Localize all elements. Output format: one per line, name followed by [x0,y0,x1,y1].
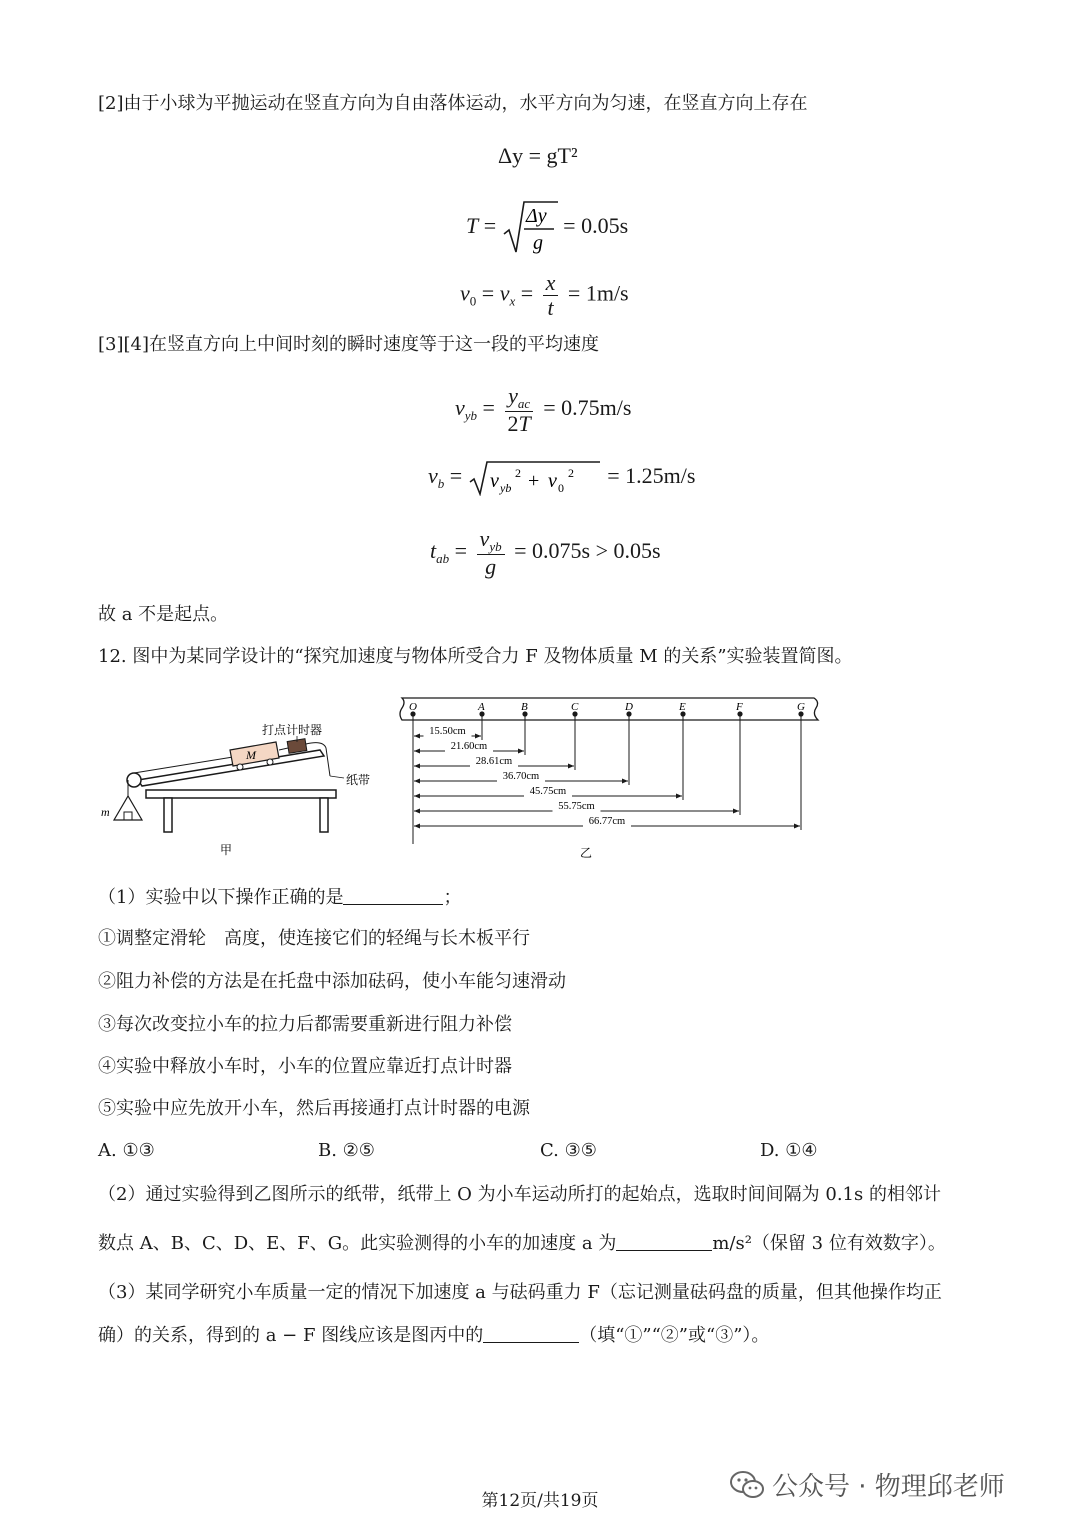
choice-d[interactable]: D. ①④ [760,1140,818,1161]
dimension-label: 66.77cm [588,816,626,827]
figure-jia-apparatus [98,720,398,860]
equation-T-result: = 0.05s [563,213,629,239]
dimension-arrow [733,809,739,814]
choice-c[interactable]: C. ③⑤ [540,1140,597,1161]
cart-label: M [246,748,256,762]
part3-line-2-start: 确）的关系，得到的 a − F 图线应该是图丙中的 [98,1325,484,1346]
dimension-label: 15.50cm [429,726,466,737]
equation-vb-result: = 1.25m/s [607,463,696,489]
part1-option-3: ③每次改变拉小车的拉力后都需要重新进行阻力补偿 [98,1014,512,1035]
part1-answer-blank[interactable] [343,888,443,905]
part1-option-1: ①调整定滑轮 高度，使连接它们的轻绳与长木板平行 [98,928,530,949]
svg-text:2: 2 [514,466,521,480]
sqrt-sign-vb [468,460,602,496]
dimension-arrow [794,824,800,829]
wechat-icon [730,1470,764,1500]
svg-text:0: 0 [557,481,564,495]
svg-text:Δy: Δy [525,205,547,227]
part3-line-2 [98,1326,769,1345]
svg-text:v: v [547,470,557,492]
part1-option-2: ②阻力补偿的方法是在托盘中添加砝码，使小车能匀速滑动 [98,971,566,992]
timer-label: 打点计时器 [262,723,323,737]
mass-label: m [101,805,110,819]
dimension-arrow [568,764,574,769]
equation-vyb: $v_{yb}$ = $\frac{y_{ac}}{2T}$ = 0.75m/s [455,383,632,436]
figure-yi-tape [398,692,823,864]
part2-line-2 [98,1234,946,1253]
equation-delta-y: Δy = gT² [498,143,578,168]
svg-text:g: g [532,232,543,254]
dimension-arrow [676,794,682,799]
equation-tab-result: = 0.075s > 0.05s [514,538,661,564]
part1-prompt-text: （1）实验中以下操作正确的是 [98,887,344,908]
tape-point-label: D [625,701,633,713]
dimension-arrow [622,779,628,784]
tape-point-label: A [478,701,485,713]
dimension-label: 55.75cm [558,801,595,812]
dimension-label: 28.61cm [475,756,513,767]
part2-line-2-end: m/s²（保留 3 位有效数字）。 [712,1233,946,1254]
part2-line-2-start: 数点 A、B、C、D、E、F、G。此实验测得的小车的加速度 a 为 [98,1233,617,1254]
dimension-arrow [414,824,420,829]
tape-point-label: C [571,701,579,713]
dimension-label: 45.75cm [529,786,567,797]
equation-v0-result: = 1m/s [567,280,629,306]
dimension-arrow [414,809,420,814]
dimension-label: 21.60cm [450,741,488,752]
text-line-34: [3][4]在竖直方向上中间时刻的瞬时速度等于这一段的平均速度 [98,334,599,355]
watermark-text: 公众号 · 物理邱老师 [772,1472,1005,1502]
page-number: 第12页/共19页 [481,1491,599,1511]
svg-text:+: + [527,470,539,492]
part1-prompt [98,888,461,907]
dimension-arrow [475,734,481,739]
equation-vyb-result: = 0.75m/s [543,395,632,421]
dimension-label: 36.70cm [502,771,540,782]
equation-T: T = Δy g = 0.05s [466,200,628,256]
equation-vb: $v_b$ = v yb 2 + v 0 2 = 1.25m/s [428,460,695,496]
figure-yi-caption: 乙 [580,846,593,860]
part1-option-5: ⑤实验中应先放开小车，然后再接通打点计时器的电源 [98,1098,530,1119]
dimension-arrow [518,749,524,754]
part1-option-4: ④实验中释放小车时，小车的位置应靠近打点计时器 [98,1056,512,1077]
dimension-arrow [414,734,420,739]
figure-jia-caption: 甲 [220,843,233,857]
dimension-arrow [414,749,420,754]
question-12-stem: 12. 图中为某同学设计的“探究加速度与物体所受合力 F 及物体质量 M 的关系”实验装置简图。 [98,646,853,667]
part2-answer-blank[interactable] [616,1234,712,1251]
tape-label: 纸带 [346,773,371,787]
watermark [730,1466,1005,1503]
sqrt-sign [502,200,558,256]
dimension-arrow [414,779,420,784]
equation-tab: $t_{ab}$ = $\frac{v_{yb}}{g}$ = 0.075s > 0.05s [430,526,661,579]
part3-line-2-end: （填“①”“②”或“③”）。 [579,1325,770,1346]
tape-point-label: G [797,701,805,713]
svg-text:2: 2 [567,466,574,480]
svg-text:v: v [489,470,499,492]
part3-line-1: （3）某同学研究小车质量一定的情况下加速度 a 与砝码重力 F（忘记测量砝码盘的质量，但其他操作均正 [98,1282,942,1303]
choice-b[interactable]: B. ②⑤ [318,1140,375,1161]
svg-text:yb: yb [499,481,512,495]
equation-v0: $v_0 = v_x$ = $\frac{x}{t}$ = 1m/s [460,270,629,320]
text-line-2: [2]由于小球为平抛运动在竖直方向为自由落体运动，水平方向为匀速，在竖直方向上存在 [98,93,808,114]
dimension-arrow [414,794,420,799]
conclusion-text: 故 a 不是起点。 [98,604,229,625]
dimension-arrow [414,764,420,769]
part3-answer-blank[interactable] [483,1326,579,1343]
part2-line-1: （2）通过实验得到乙图所示的纸带，纸带上 O 为小车运动所打的起始点，选取时间间隔为 0.1s 的相邻计 [98,1184,941,1205]
tape-point-label: F [736,701,743,713]
tape-dimensions [413,714,801,844]
tape-point-label: B [521,701,528,713]
tape-point-label: E [679,701,686,713]
tape-point-label: O [409,701,417,713]
part1-prompt-end: ； [443,887,462,908]
choice-a[interactable]: A. ①③ [98,1140,155,1161]
